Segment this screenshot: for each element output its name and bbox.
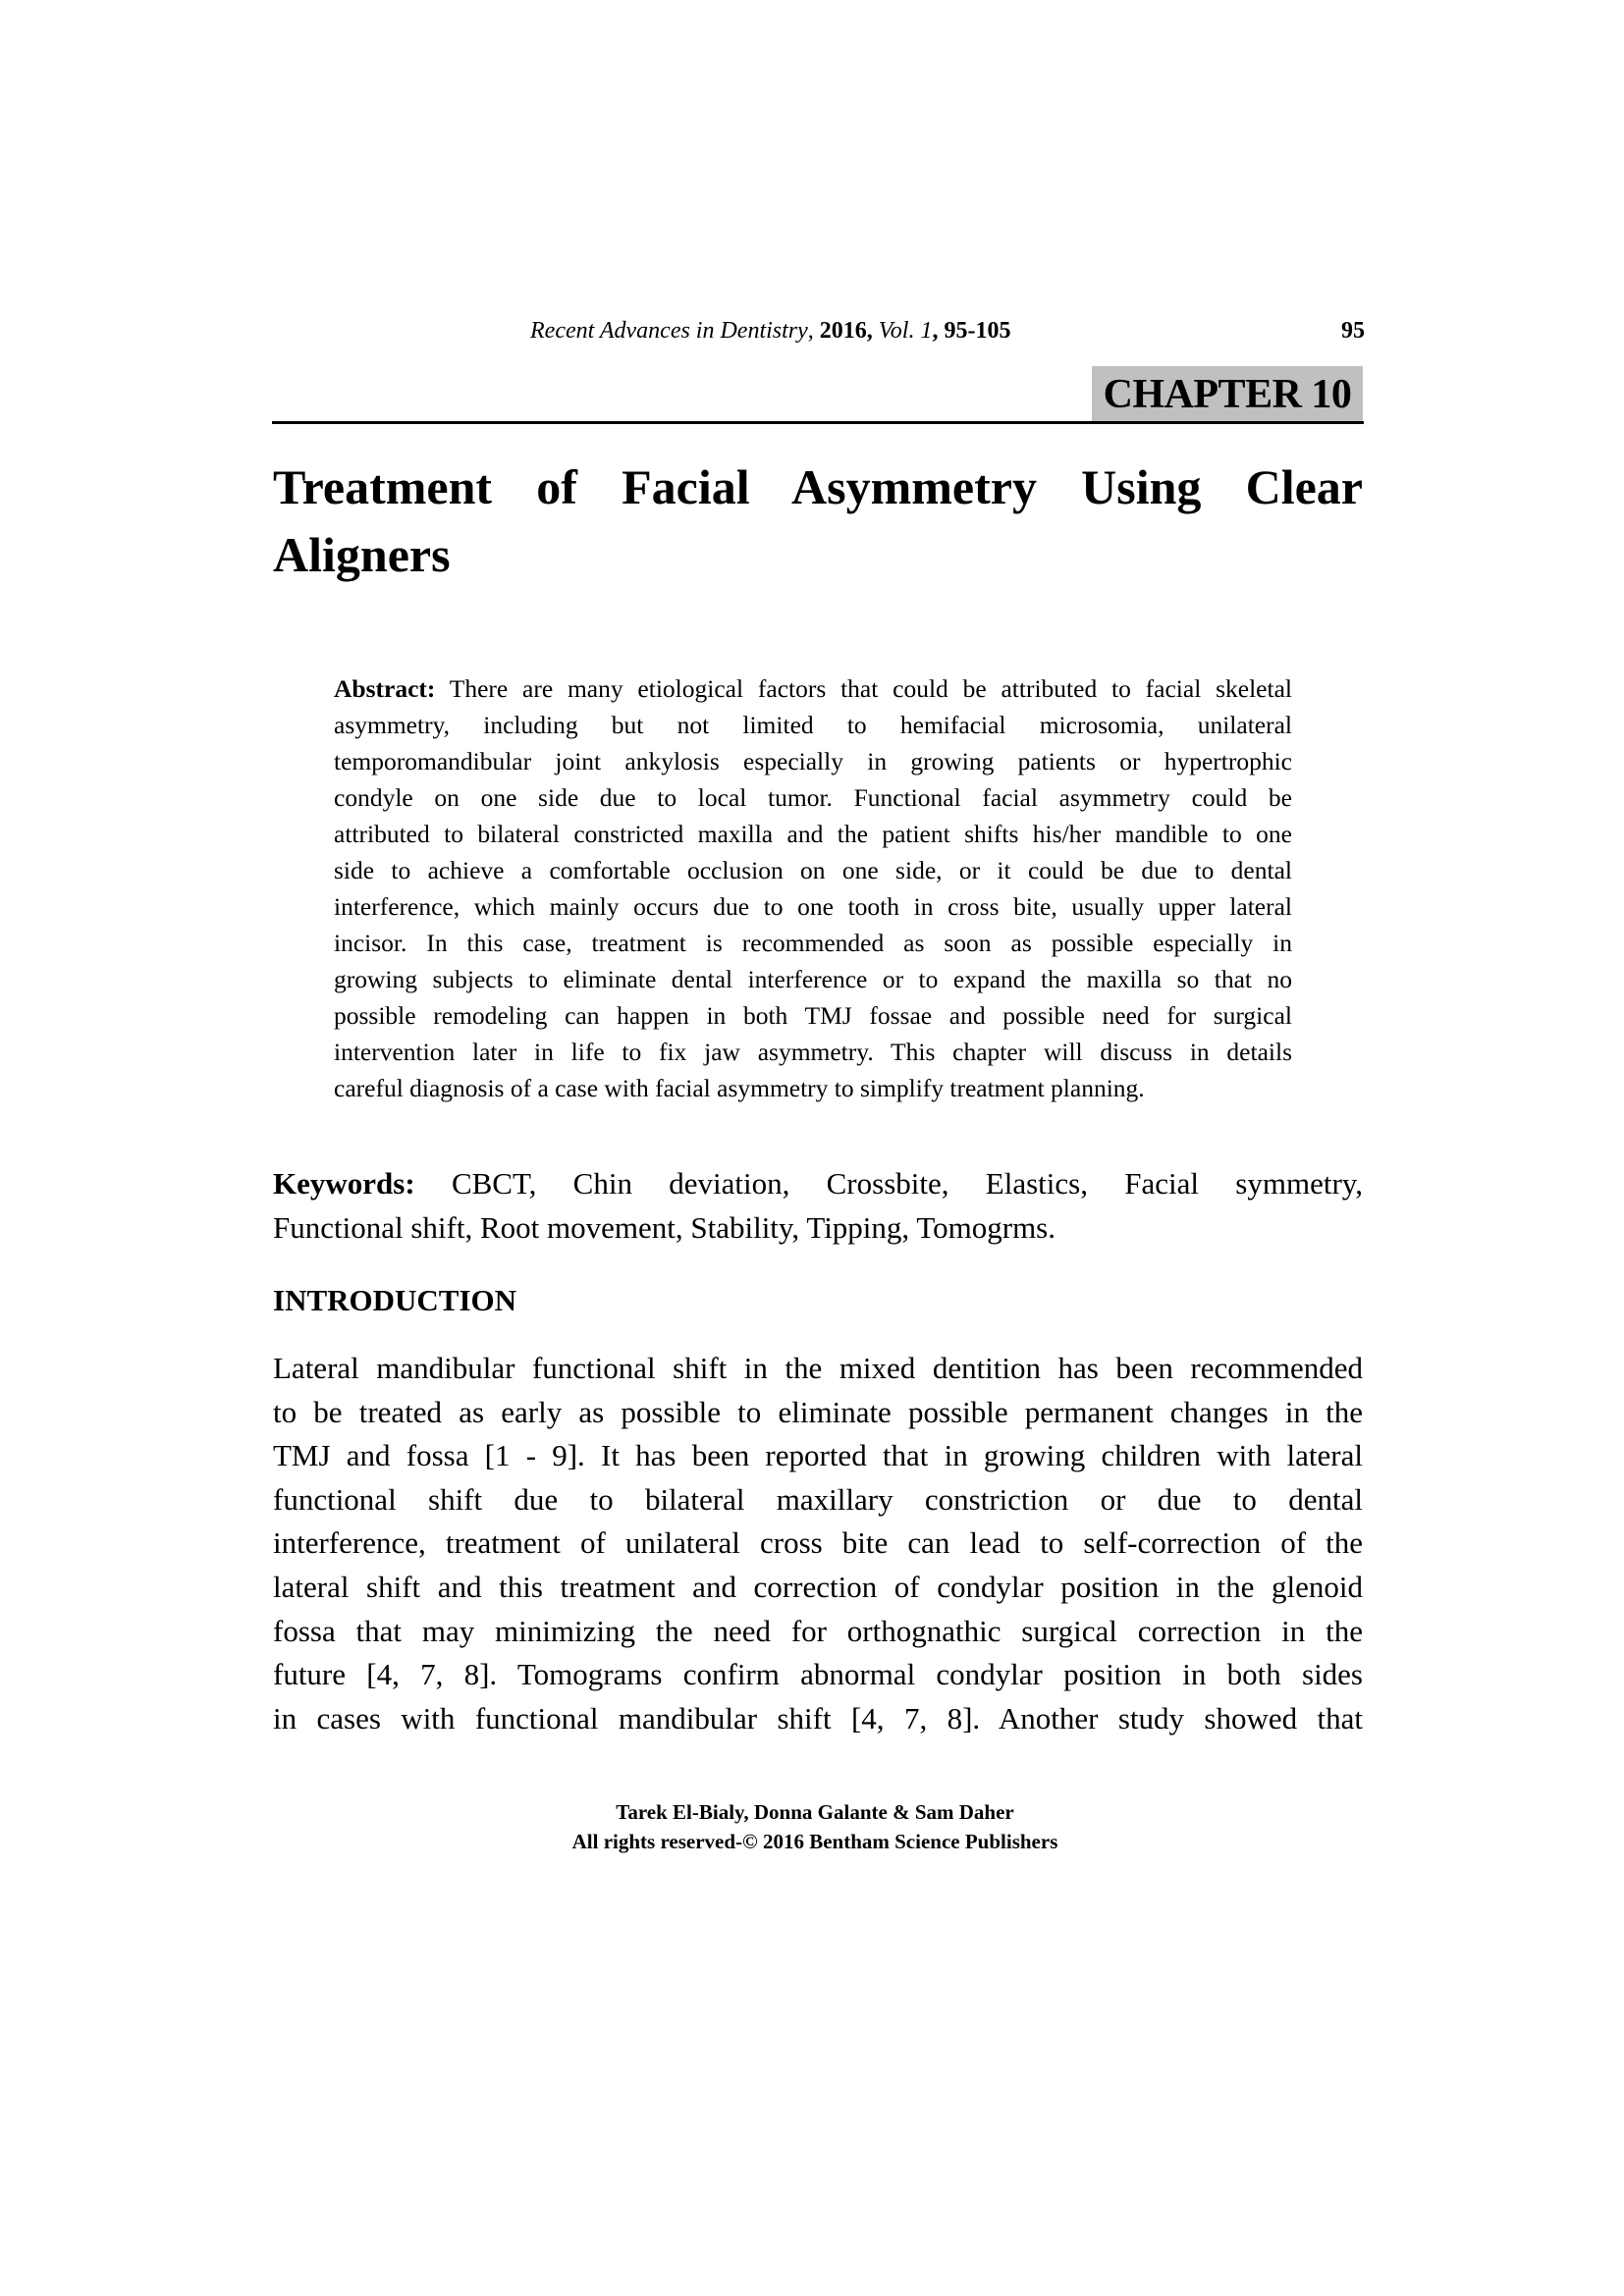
keywords-label: Keywords: (273, 1166, 415, 1201)
page-number: 95 (1341, 318, 1365, 344)
body-line: Lateral mandibular functional shift in the mixed dentition has been recommended (273, 1351, 1363, 1385)
abstract-line: careful diagnosis of a case with facial asymmetry to simplify treatment planning. (334, 1074, 1145, 1102)
body-line: to be treated as early as possible to eliminate possible permanent changes in the (273, 1394, 1363, 1429)
body-line: functional shift due to bilateral maxillary constriction or due to dental (273, 1481, 1363, 1517)
body-line: future [4, 7, 8]. Tomograms confirm abnormal condylar position in both sides (273, 1657, 1363, 1692)
keywords-text: CBCT, Chin deviation, Crossbite, Elastics, Facial symmetry, (414, 1166, 1363, 1201)
abstract-line-text: There are many etiological factors that could be attributed to facial skeletal (435, 674, 1292, 703)
journal-name: Recent Advances in Dentistry (530, 318, 808, 344)
abstract-line: possible remodeling can happen in both TMJ fossae and possible need for surgical (334, 1001, 1292, 1030)
abstract-line: incisor. In this case, treatment is recommended as soon as possible especially in (334, 929, 1292, 957)
abstract-line: condyle on one side due to local tumor. Functional facial asymmetry could be (334, 783, 1292, 812)
abstract-line (334, 670, 1292, 707)
header-rule (272, 421, 1364, 424)
journal-volume: Vol. 1 (872, 318, 933, 344)
body-line: lateral shift and this treatment and correction of condylar position in the glenoid (273, 1570, 1363, 1604)
abstract-line: temporomandibular joint ankylosis especially in growing patients or hypertrophic (334, 747, 1292, 775)
journal-separator: , (807, 318, 820, 344)
body-line: in cases with functional mandibular shift [4, 7, 8]. Another study showed that (273, 1700, 1363, 1735)
running-header (530, 314, 1365, 347)
footer-authors: Tarek El-Bialy, Donna Galante & Sam Daher (616, 1800, 1014, 1824)
keywords-line: Functional shift, Root movement, Stability, Tipping, Tomogrms. (273, 1210, 1056, 1245)
abstract-line: asymmetry, including but not limited to hemifacial microsomia, unilateral (334, 711, 1292, 739)
abstract-label: Abstract: (334, 674, 436, 703)
journal-year: 2016, (819, 318, 873, 344)
abstract-line: growing subjects to eliminate dental interference or to expand the maxilla so that no (334, 965, 1292, 993)
journal-citation (530, 314, 1010, 347)
chapter-title-line-2: Aligners (273, 527, 451, 582)
keywords-line (273, 1161, 1363, 1205)
abstract-line: side to achieve a comfortable occlusion on one side, or it could be due to dental (334, 856, 1292, 884)
body-line: fossa that may minimizing the need for orthognathic surgical correction in the (273, 1613, 1363, 1648)
footer-copyright: All rights reserved-© 2016 Bentham Science Publishers (571, 1830, 1058, 1853)
abstract-line: intervention later in life to fix jaw asymmetry. This chapter will discuss in details (334, 1038, 1292, 1066)
chapter-label: CHAPTER 10 (1103, 372, 1352, 417)
body-line: interference, treatment of unilateral cross bite can lead to self-correction of the (273, 1525, 1363, 1561)
journal-pages: , 95-105 (932, 318, 1011, 344)
abstract-line: interference, which mainly occurs due to one tooth in cross bite, usually upper lateral (334, 892, 1292, 921)
chapter-title-line-1: Treatment of Facial Asymmetry Using Clear (273, 459, 1363, 514)
abstract-line: attributed to bilateral constricted maxilla and the patient shifts his/her mandible to one (334, 820, 1292, 848)
section-heading-introduction: INTRODUCTION (273, 1283, 517, 1317)
body-line: TMJ and fossa [1 - 9]. It has been reported that in growing children with lateral (273, 1438, 1363, 1473)
